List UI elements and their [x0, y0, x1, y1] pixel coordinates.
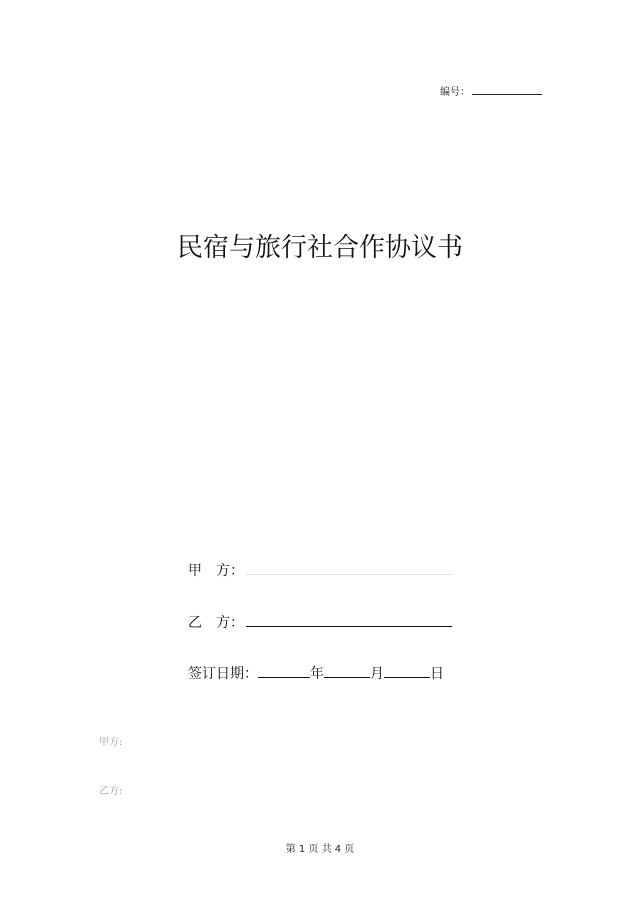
day-blank[interactable]: [384, 663, 430, 678]
month-label: 月: [370, 666, 384, 682]
year-blank[interactable]: [258, 663, 310, 678]
signing-date-row: [188, 663, 444, 684]
day-label: 日: [430, 666, 444, 682]
serial-number-field: [440, 83, 542, 100]
party-a-label: 甲 方：: [188, 563, 244, 579]
document-title: 民宿与旅行社合作协议书: [176, 233, 463, 263]
faint-party-b-text: 乙方:: [99, 786, 123, 797]
serial-number-label: 编号：: [440, 87, 470, 98]
party-a-blank[interactable]: [246, 560, 452, 575]
serial-number-blank[interactable]: [472, 83, 542, 95]
faint-party-a-text: 甲方:: [99, 737, 123, 748]
party-a-row: [188, 560, 452, 581]
year-label: 年: [310, 666, 324, 682]
page-number-footer: 第 1 页 共 4 页: [285, 844, 355, 855]
party-b-label: 乙 方：: [188, 615, 244, 631]
month-blank[interactable]: [324, 663, 370, 678]
party-b-row: [188, 612, 452, 633]
party-b-blank[interactable]: [246, 612, 452, 627]
signing-date-label: 签订日期：: [188, 666, 258, 682]
